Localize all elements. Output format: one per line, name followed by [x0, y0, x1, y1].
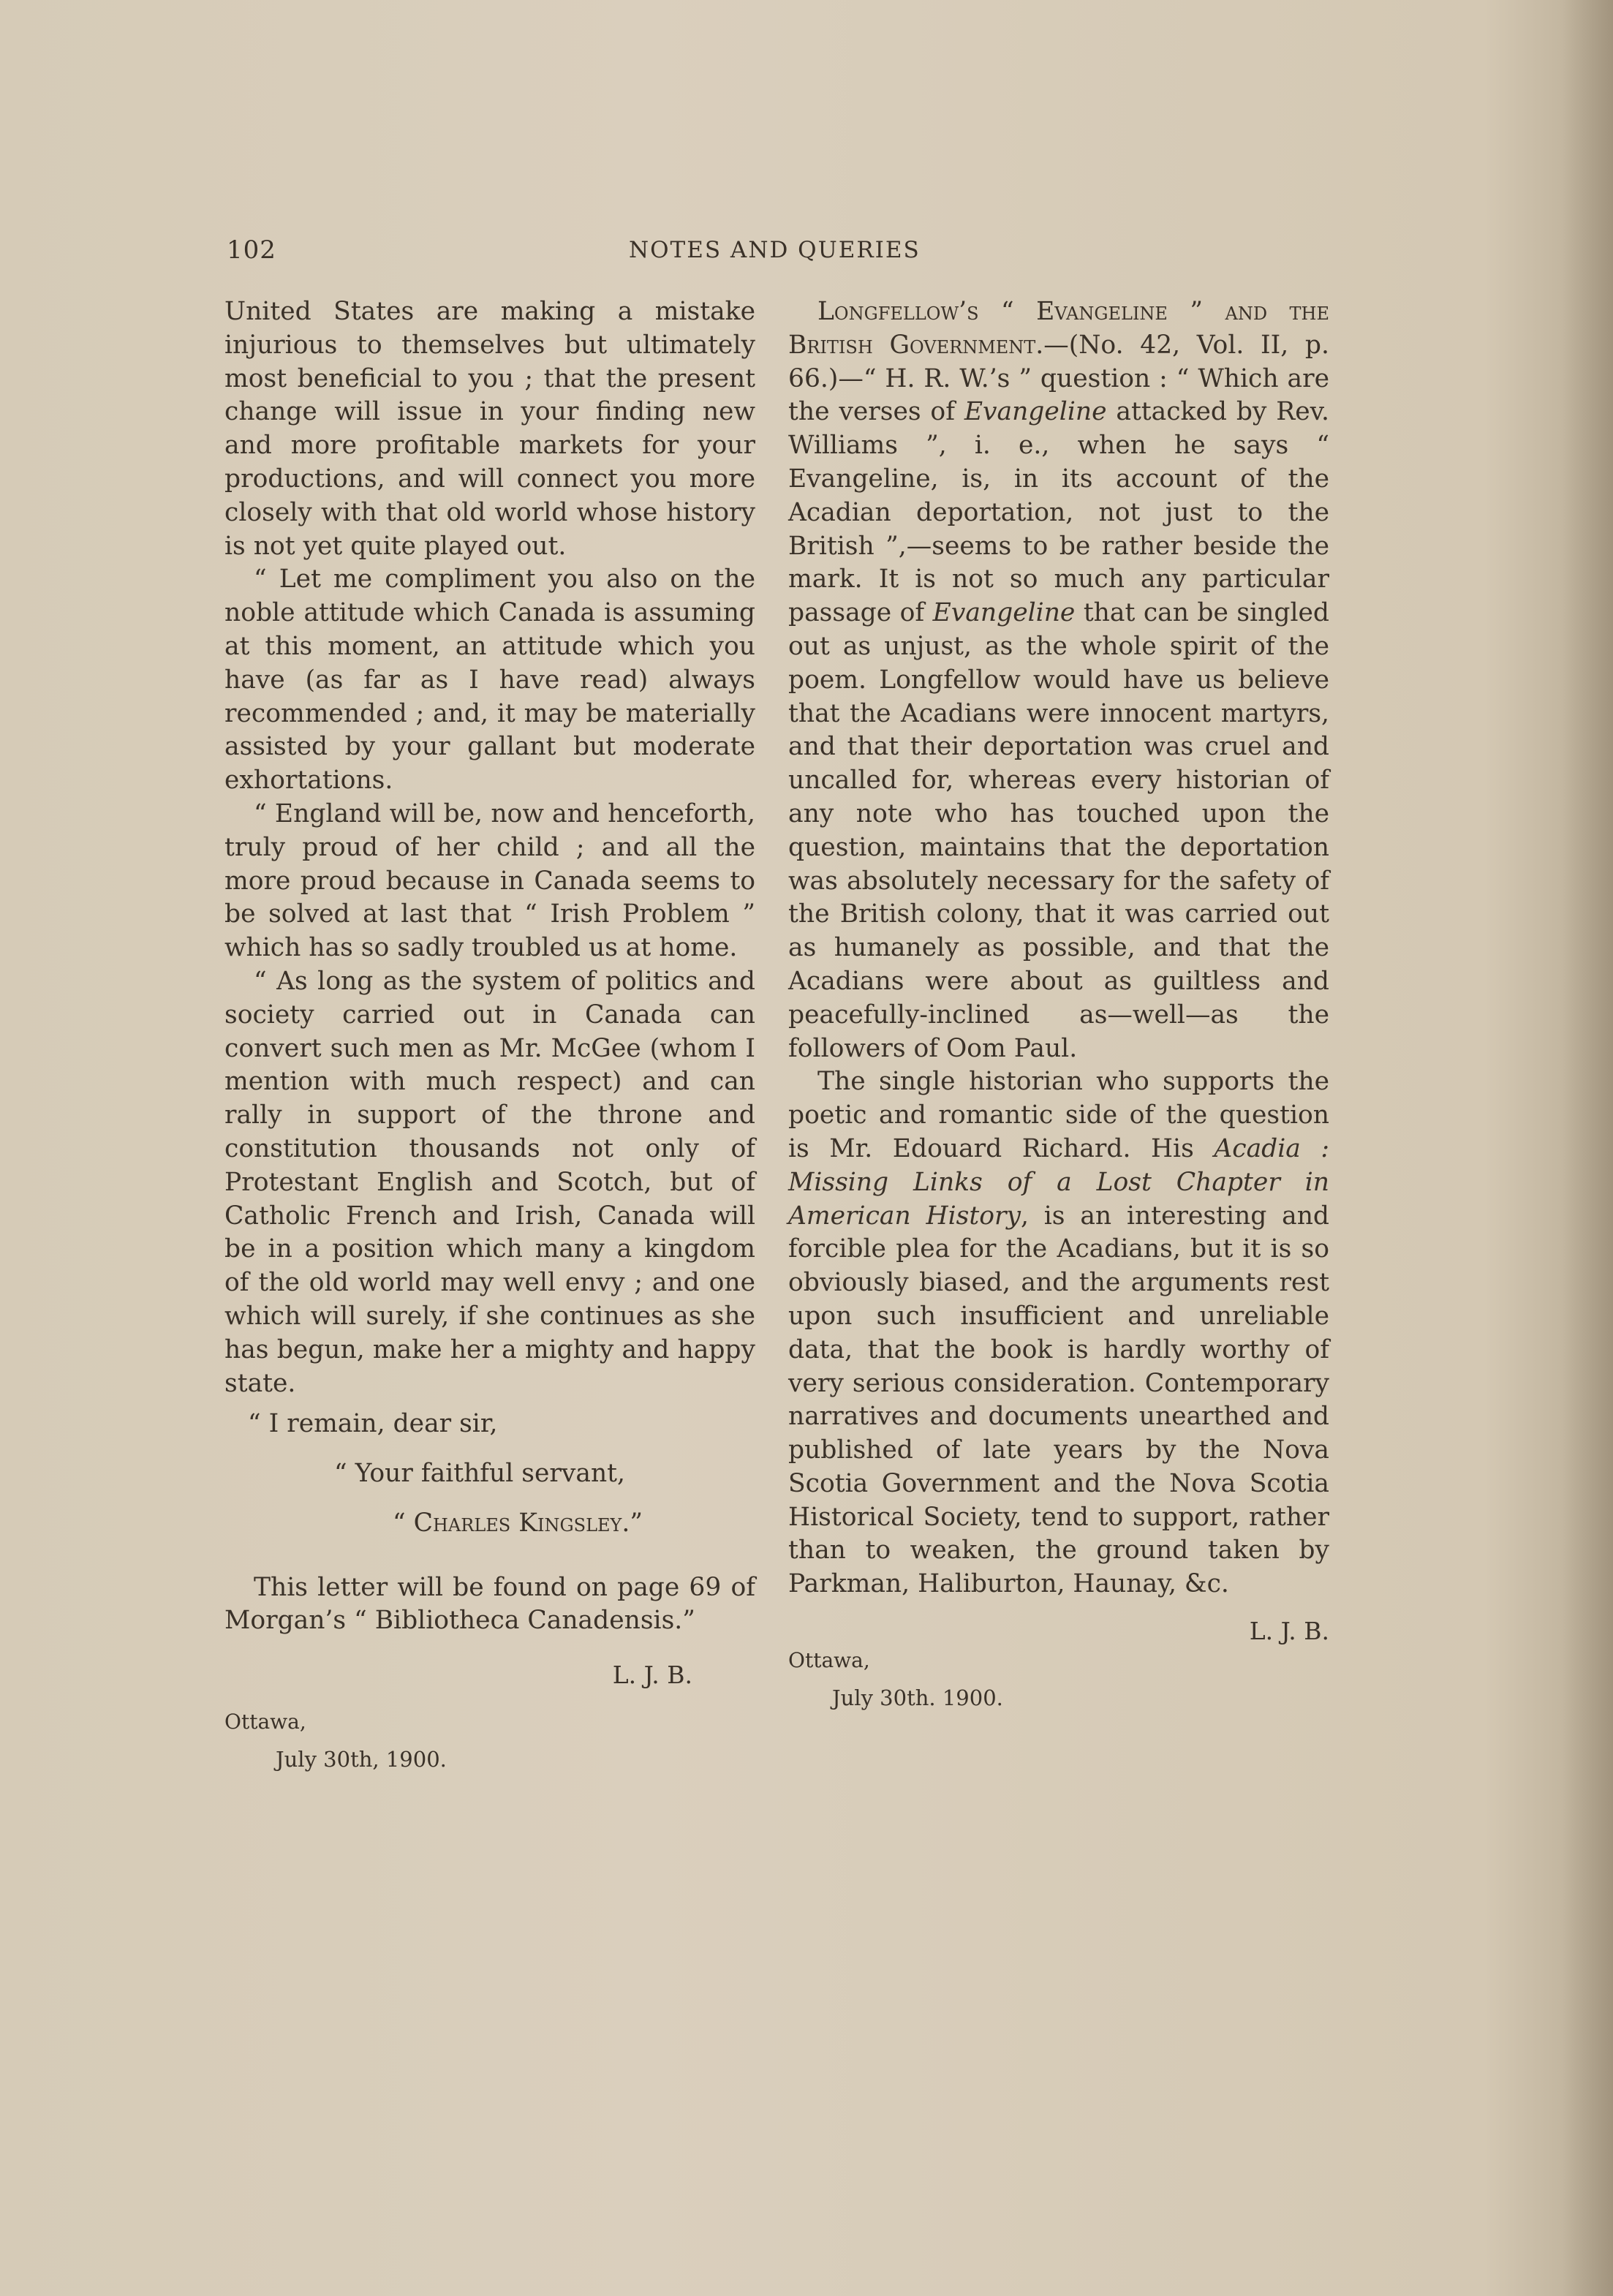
- page-edge-shadow: [1562, 0, 1613, 2296]
- author-initials: L. J. B.: [612, 1661, 692, 1690]
- body-text: attacked by Rev. Williams ”, i. e., when he says “ Evangeline, is, in its account of the Acadian deportation, not just to the British ”,—seems to be rather beside the mark. It is not so much any particular passage of: [788, 397, 1330, 628]
- letter-signature: “ Charles Kingsley.”: [393, 1508, 643, 1538]
- paragraph: [788, 1065, 1329, 1601]
- paragraph: “ As long as the system of politics and society carried out in Canada can convert such men as Mr. McGee (whom I mention with much respect) and can rally in support of the throne and constitution thousands not only of Protestant English and Scotch, but of Catholic French and Irish, Canada will be in a position which many a kingdom of the old world may well envy ; and one which will surely, if she continues as she has begun, make her a mighty and happy state.: [224, 966, 755, 1398]
- page-header: [227, 235, 1411, 272]
- source-note: This letter will be found on page 69 of Morgan’s “ Bibliotheca Canadensis.”: [224, 1572, 755, 1636]
- dateline-date: July 30th. 1900.: [832, 1685, 1003, 1710]
- query-paragraph: [788, 295, 1329, 1065]
- italic-title: Evangeline: [932, 598, 1076, 628]
- letter-closing: “ I remain, dear sir,: [248, 1409, 498, 1439]
- right-column: [788, 295, 1329, 1715]
- query-title: Longfellow’s “ Evangeline ” and the British Government.: [788, 297, 1329, 360]
- dateline-date: July 30th, 1900.: [276, 1746, 447, 1772]
- paragraph: United States are making a mistake injurious to themselves but ultimately most beneficial to you ; that the present change will issue in your finding new and more profitable markets for your productions, and will connect you more closely with that old world whose history is not yet quite played out.: [224, 297, 755, 561]
- paragraph: “ Let me compliment you also on the noble attitude which Canada is assuming at this moment, an attitude which you have (as far as I have read) always recommended ; and, it may be materially assisted by your gallant but moderate exhortations.: [224, 564, 755, 796]
- page-number: 102: [227, 235, 276, 265]
- italic-title: Evangeline: [964, 397, 1107, 427]
- left-column: [224, 295, 755, 1777]
- dateline-place: Ottawa,: [788, 1647, 870, 1672]
- query-reference: —(No. 42, Vol. II, p. 66.)—“ H. R. W.’s ” question : “ Which are the verses of: [788, 330, 1329, 427]
- letter-valediction: “ Your faithful servant,: [334, 1459, 625, 1489]
- body-text: , is an interesting and forcible plea for the Acadians, but it is so obviously biased, and the arguments rest upon such insufficient and unreliable data, that the book is hardly worthy of very serious consideration. Contemporary narratives and documents unearthed and published of late years by the Nova Scotia Government and the Nova Scotia Historical Society, tend to support, rather than to weaken, the ground taken by Parkman, Haliburton, Haunay, &c.: [788, 1201, 1330, 1599]
- author-initials: L. J. B.: [1249, 1617, 1329, 1646]
- body-text: that can be singled out as unjust, as the whole spirit of the poem. Longfellow would have us believe that the Acadians were innocent martyrs, and that their deportation was cruel and uncalled for, whereas every historian of any note who has touched upon the question, maintains that the deportation was absolutely necessary for the safety of the British colony, that it was carried out as humanely as possible, and that the Acadians were about as guiltless and peacefully-inclined as—well—as the followers of Oom Paul.: [788, 598, 1329, 1063]
- paragraph: “ England will be, now and henceforth, truly proud of her child ; and all the more proud because in Canada seems to be solved at last that “ Irish Problem ” which has so sadly troubled us at home.: [224, 798, 755, 963]
- running-head: NOTES AND QUERIES: [629, 237, 921, 263]
- italic-book-title: Acadia : Missing Links of a Lost Chapter in American History: [788, 1133, 1329, 1231]
- body-text: The single historian who supports the poetic and romantic side of the question is Mr. Edouard Richard. His: [788, 1067, 1329, 1163]
- dateline-place: Ottawa,: [224, 1710, 306, 1734]
